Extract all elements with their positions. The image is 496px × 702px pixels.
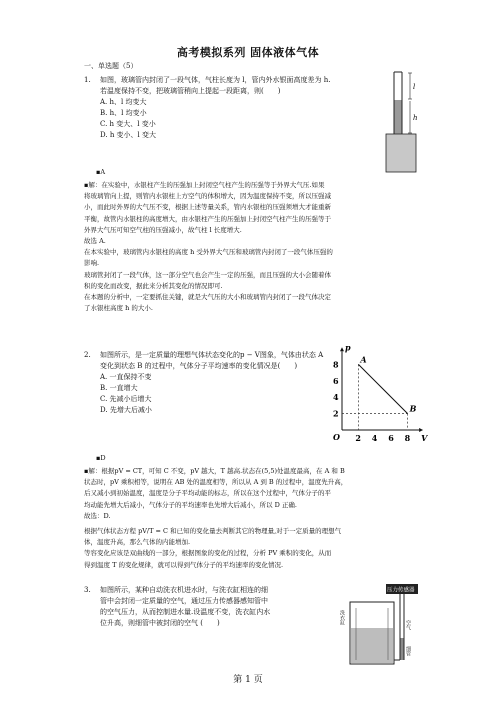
point-a-label: A <box>360 354 367 365</box>
solution-line: 故选 A. <box>84 237 106 246</box>
question-number: 3. <box>84 586 91 594</box>
point-b-label: B <box>409 403 417 414</box>
solution-line: 状态时，pV 乘积相等，说明在 AB 处的温度相等，所以从 A 到 B 的过程中，温度先升高， <box>84 478 348 487</box>
label-sensor: 压力传感器 <box>387 587 415 594</box>
question-line: 的空气压力，从而控制进水量.设温度不变，洗衣缸内水 <box>100 608 271 616</box>
x-axis-arrow <box>419 428 423 432</box>
y-axis-arrow <box>340 347 344 351</box>
x-tick-label: 6 <box>388 433 394 443</box>
solution-line: 玻璃管封闭了一段气体，这一部分空气也会产生一定的压强，而且压强的大小会随着体 <box>84 270 331 279</box>
line-a-to-b <box>358 364 407 413</box>
solution-2 <box>84 466 414 571</box>
solution-line: 故选：D. <box>84 511 111 520</box>
origin-label: O <box>333 432 340 442</box>
x-tick-label: 2 <box>355 433 361 443</box>
x-tick-label: 8 <box>404 433 411 443</box>
label-h: h <box>413 114 418 122</box>
solution-1 <box>84 180 414 314</box>
question-3 <box>84 585 334 629</box>
answer-2: ▪D <box>96 454 106 462</box>
figure-pv-chart <box>328 342 428 446</box>
label-l: l <box>413 83 416 91</box>
option-d: D. 先增大后减小 <box>100 406 152 414</box>
x-axis-label: V <box>421 433 428 443</box>
solution-line: 平衡，故管内水银柱的高度增大，由水银柱产生的压强加上封闭空气柱产生的压强等于 <box>84 214 331 223</box>
solution-line: ▪解：根据pV = CT，可知 C 不变，pV 越大，T 越高.状态在(5,5)处温度最高，在 A 和 B <box>84 467 345 475</box>
solution-line: 在本题的分析中，一定要抓住关键，就是大气压的大小和玻璃管内封闭了一段气体决定 <box>84 293 331 302</box>
question-text: 如图，玻璃管内封闭了一段气体，气柱长度为 l，管内外水银面高度差为 h.若温度保持不变，把玻璃管稍向上提起一段距离，则( ) <box>100 76 331 95</box>
option-c: C. 先减小后增大 <box>100 395 152 403</box>
option-b: B. 一直增大 <box>100 384 138 392</box>
solution-line: 小，而此时外界的大气压不变，根据上述等量关系，管内水银柱的压强须增大才能重新 <box>84 203 331 212</box>
question-2 <box>84 350 324 416</box>
solution-line: 体，温度升高，那么气体的内能增加. <box>84 538 191 547</box>
solution-line: 外界大气压可知空气柱的压强减小，故气柱 l 长度增大. <box>84 225 242 234</box>
y-tick-label: 6 <box>333 375 339 386</box>
question-number: 2. <box>84 351 91 359</box>
page-number: 第 1 页 <box>233 675 263 685</box>
option-a: A. h、l 均变大 <box>100 98 147 106</box>
option-a: A. 一直保持不变 <box>100 373 152 381</box>
option-d: D. h 变小、l 变大 <box>100 131 157 139</box>
x-tick-label: 4 <box>371 433 378 443</box>
question-line: 管中会封闭一定质量的空气，通过压力传感器感知管中 <box>100 597 268 605</box>
y-axis-label: p <box>345 342 351 353</box>
question-text: 如图所示，是一定质量的理想气体状态变化的p − V图象，气体由状态 A 变化到状态 B 的过程中，气体分子平均速率的变化情况是( ) <box>100 351 324 370</box>
solution-line: 根据气体状态方程 pV/T = C 和已知的变化量去判断其它的物理量,对于一定质量的理想气 <box>84 527 342 536</box>
option-b: B. h、l 均变小 <box>100 109 147 117</box>
option-c: C. h 变大、l 变小 <box>100 120 156 128</box>
solution-line: 等容变化应该是双曲线的一部分，根据图象的变化的过程，分析 PV 乘积的变化，从而 <box>84 549 332 558</box>
answer-1: ▪A <box>96 168 106 176</box>
question-number: 1. <box>84 76 91 84</box>
y-tick-label: 8 <box>333 359 339 370</box>
question-1 <box>84 75 414 141</box>
y-tick-label: 4 <box>333 392 339 403</box>
question-line: 位升高，则细管中被封闭的空气 ( ) <box>100 619 220 627</box>
label-tub: 洗衣缸 <box>339 610 345 625</box>
solution-line: 影响. <box>84 259 100 268</box>
y-tick-label: 2 <box>333 408 339 419</box>
solution-line: 得到温度 T 的变化规律，就可以得到气体分子的平均速率的变化情况. <box>84 560 284 569</box>
question-line: 如图所示，某种自动洗衣机进水时，与洗衣缸相连的细 <box>100 586 268 594</box>
label-air: 空气 <box>405 620 411 630</box>
solution-line: 了水银柱高度 h 的大小. <box>84 304 153 313</box>
solution-line: 均动能先增大后减小，气体分子的平均速率也先增大后减小，所以 D 正确. <box>84 500 297 509</box>
figure-glass-tube <box>380 70 424 174</box>
section-heading: 一、单选题（5） <box>84 62 138 70</box>
solution-line: ▪解：在实验中，水银柱产生的压强加上封闭空气柱产生的压强等于外界大气压.如果 <box>84 181 325 189</box>
solution-line: 积的变化而改变，据此来分析其变化的情况即可. <box>84 281 223 290</box>
solution-line: 后又减小到初始温度，温度是分子平均动能的标志，所以在这个过程中，气体分子的平 <box>84 489 331 498</box>
figure-washing-machine <box>339 580 424 672</box>
solution-line: 将玻璃管向上提，则管内水银柱上方空气的体积增大，因为温度保持不变，所以压强减 <box>84 192 331 201</box>
label-pipe: 细管 <box>405 646 411 656</box>
page-title: 高考模拟系列 固体液体气体 <box>176 46 320 59</box>
solution-line: 在本实验中，玻璃管内水银柱的高度 h 受外界大气压和玻璃管内封闭了一段气体压强的 <box>84 248 333 257</box>
